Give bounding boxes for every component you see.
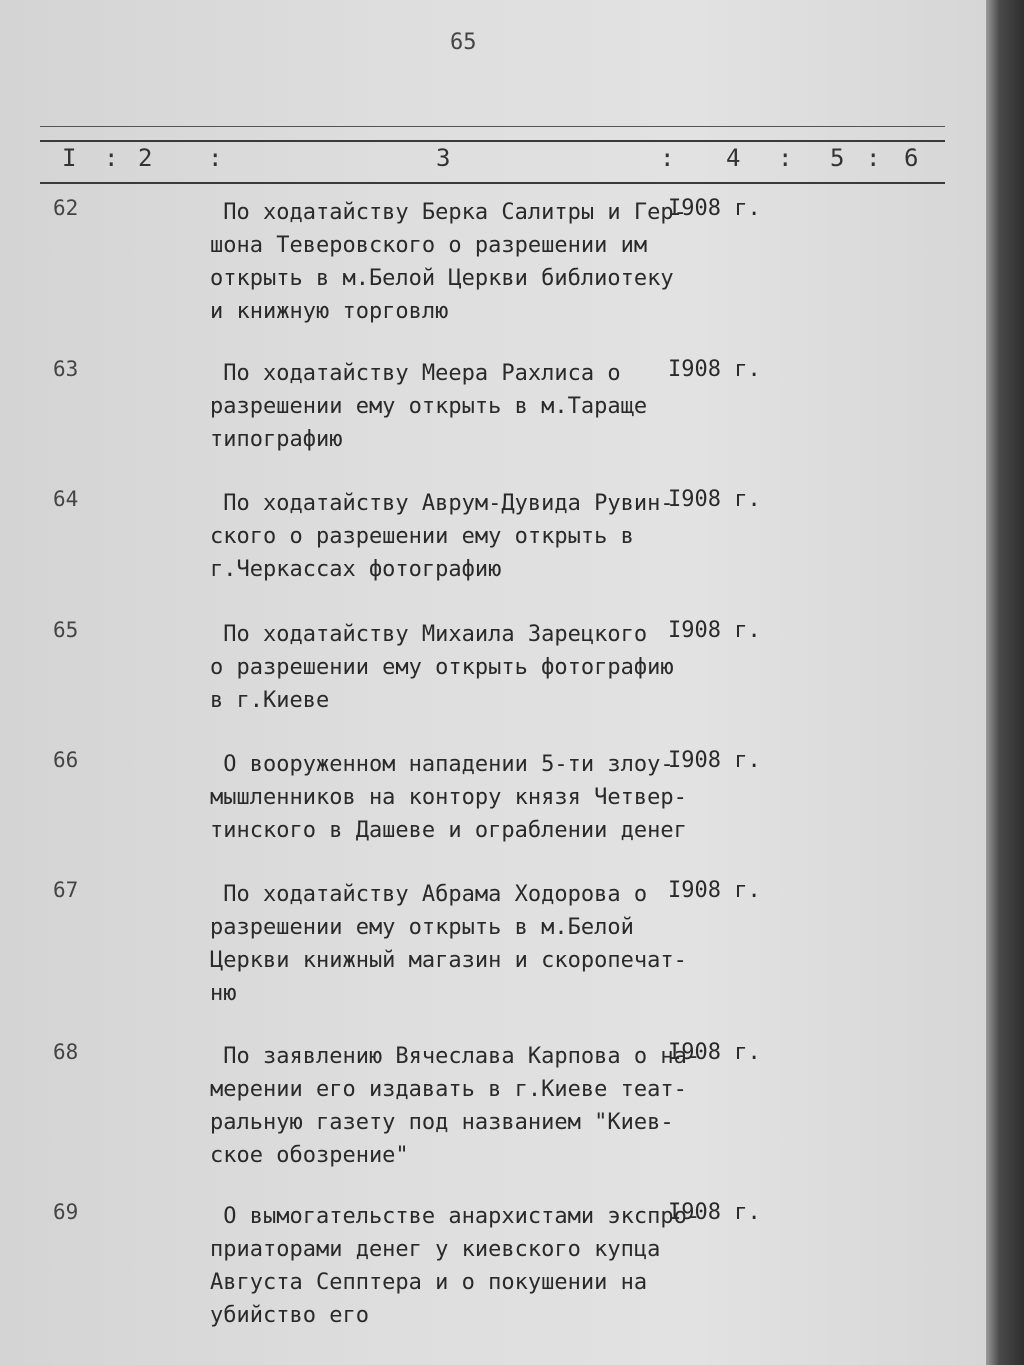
entry-description <box>210 357 647 456</box>
entry-year: I908 г. <box>668 357 761 382</box>
entry-number: 62 <box>53 196 79 220</box>
description-line: тинского в Дашеве и ограблении денег <box>210 818 687 843</box>
header-rule-top-thick <box>40 140 945 142</box>
entry-year: I908 г. <box>668 1200 761 1225</box>
description-line: ню <box>210 981 237 1006</box>
entry-description <box>210 196 687 328</box>
description-line: в г.Киеве <box>210 688 330 713</box>
col-separator: : <box>208 144 223 172</box>
col-header-1: I <box>62 144 77 172</box>
entry-description <box>210 487 674 586</box>
entry-number: 69 <box>53 1200 79 1224</box>
description-line: Августа Сепптера и о покушении на <box>210 1270 648 1295</box>
description-line: О вооруженном нападении 5-ти злоу- <box>210 752 674 777</box>
entry-year: I908 г. <box>668 748 761 773</box>
entry-year: I908 г. <box>668 618 761 643</box>
col-header-5: 5 <box>830 144 845 172</box>
entry-number: 64 <box>53 487 79 511</box>
col-header-4: 4 <box>726 144 741 172</box>
entry-number: 68 <box>53 1040 79 1064</box>
description-line: шона Теверовского о разрешении им <box>210 233 648 258</box>
description-line: О вымогательстве анархистами экспро- <box>210 1204 701 1229</box>
description-line: По ходатайству Меера Рахлиса о <box>210 361 621 386</box>
description-line: о разрешении ему открыть фотографию <box>210 655 674 680</box>
entry-description <box>210 878 687 1010</box>
page-number: 65 <box>450 30 477 55</box>
header-rule-top <box>40 126 945 127</box>
description-line: типографию <box>210 427 343 452</box>
col-header-3: 3 <box>436 144 451 172</box>
entry-year: I908 г. <box>668 1040 761 1065</box>
col-separator: : <box>866 144 881 172</box>
col-header-2: 2 <box>138 144 153 172</box>
description-line: приаторами денег у киевского купца <box>210 1237 661 1262</box>
entry-year: I908 г. <box>668 878 761 903</box>
col-header-6: 6 <box>904 144 919 172</box>
entry-description <box>210 1200 700 1332</box>
entry-number: 66 <box>53 748 79 772</box>
page-edge-shadow <box>986 0 1024 1365</box>
col-separator: : <box>778 144 793 172</box>
col-separator: : <box>104 144 119 172</box>
description-line: По заявлению Вячеслава Карпова о на- <box>210 1044 701 1069</box>
entry-description <box>210 748 687 847</box>
description-line: мышленников на контору князя Четвер- <box>210 785 687 810</box>
description-line: По ходатайству Михаила Зарецкого <box>210 622 648 647</box>
description-line: ское обозрение" <box>210 1143 409 1168</box>
header-rule-bottom <box>40 182 945 184</box>
description-line: г.Черкассах фотографию <box>210 557 502 582</box>
entry-number: 63 <box>53 357 79 381</box>
entry-number: 65 <box>53 618 79 642</box>
description-line: ральную газету под названием "Киев- <box>210 1110 674 1135</box>
entry-year: I908 г. <box>668 196 761 221</box>
description-line: разрешении ему открыть в м.Белой <box>210 915 634 940</box>
entry-description <box>210 1040 700 1172</box>
description-line: разрешении ему открыть в м.Тараще <box>210 394 648 419</box>
description-line: и книжную торговлю <box>210 299 449 324</box>
description-line: По ходатайству Аврум-Дувида Рувин- <box>210 491 674 516</box>
entry-year: I908 г. <box>668 487 761 512</box>
description-line: убийство его <box>210 1303 369 1328</box>
description-line: Церкви книжный магазин и скоропечат- <box>210 948 687 973</box>
description-line: мерении его издавать в г.Киеве теат- <box>210 1077 687 1102</box>
col-separator: : <box>660 144 675 172</box>
description-line: открыть в м.Белой Церкви библиотеку <box>210 266 674 291</box>
entry-description <box>210 618 674 717</box>
description-line: По ходатайству Берка Салитры и Гер- <box>210 200 687 225</box>
description-line: По ходатайству Абрама Ходорова о <box>210 882 648 907</box>
entry-number: 67 <box>53 878 79 902</box>
description-line: ского о разрешении ему открыть в <box>210 524 634 549</box>
